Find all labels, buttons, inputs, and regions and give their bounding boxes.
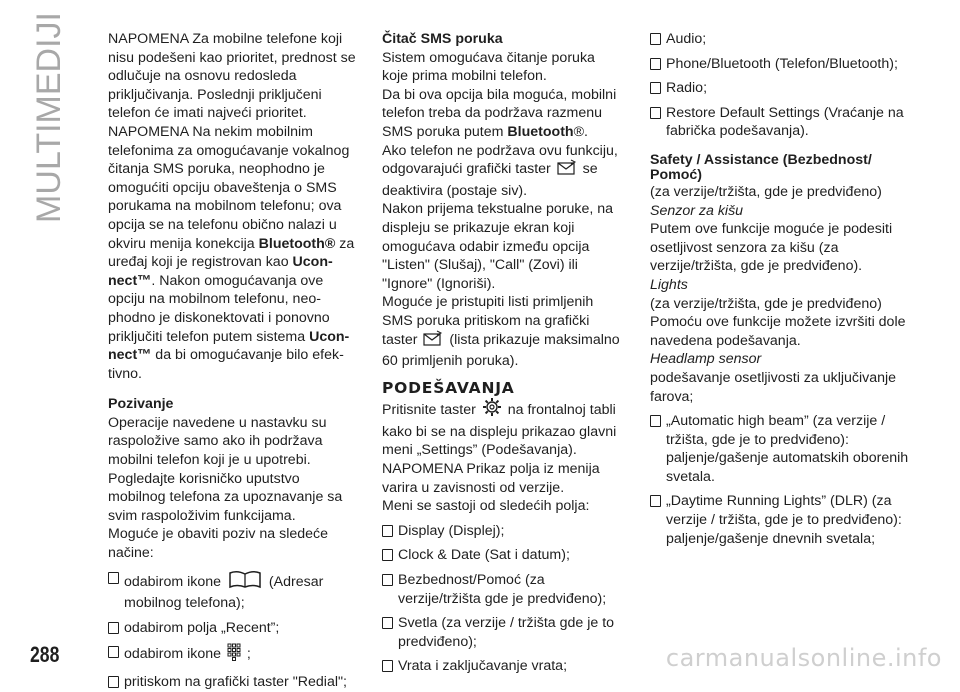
checkbox-bullet — [650, 82, 661, 94]
headlamp-text: podešavanje osetljivosti za uključivanje farova; — [650, 369, 897, 405]
settings-gear-icon — [482, 397, 502, 423]
list-item: Audio; — [650, 30, 912, 49]
note-sms-voice: NAPOMENA Na nekim mobilnim telefonima za omogućavanje vokalnog čitanja SMS poruka, neophodno je omogućiti opciju obaveštenja o SMS porukama na mobilnom telefonu; ova opcija se na telefonu obično nalazi u okviru menija konekcija Bluetooth® za uređaj koji je registrovan kao Ucon-nect™. Nakon omogućavanja ove opciju na mobilnom telefonu, neo-phodno je diskonektovati i ponovno priključiti telefon putem sistema Ucon-nect™ da bi omogućavanje bilo efek-tivno. — [108, 123, 355, 382]
checkbox-bullet — [382, 525, 393, 537]
checkbox-bullet — [108, 622, 119, 634]
column-2 — [382, 30, 622, 676]
headlamp-subheading: Headlamp sensor — [650, 351, 762, 368]
note-priority: NAPOMENA Za mobilne telefone koji nisu podešeni kao prioritet, prednost se odlučuje na osnovu redosleda priključivanja. Poslednji priključeni telefon će imati najveći prioritet. — [108, 31, 356, 122]
lights-scope: (za verzije/tržišta, gde je predviđeno) — [650, 295, 882, 312]
column-3 — [650, 30, 912, 548]
checkbox-bullet — [650, 495, 661, 507]
safety-heading: Safety / Assistance (Bezbednost/ Pomoć) — [650, 151, 872, 183]
calling-heading: Pozivanje — [108, 396, 174, 413]
list-item: „Automatic high beam” (za verzije / tržišta, gde je to predviđeno): paljenje/gašenje automatskih oborenih svetala. — [650, 412, 912, 486]
list-item: pritiskom na grafički taster "Redial"; — [108, 673, 360, 692]
page-number: 288 — [30, 642, 60, 667]
lights-subheading: Lights — [650, 276, 688, 293]
checkbox-bullet — [650, 107, 661, 119]
list-item: „Daytime Running Lights” (DLR) (za verzije / tržišta, gde je to predviđeno): paljenje/gašenje dnevnih svetala; — [650, 492, 912, 548]
calling-intro: Operacije navedene u nastavku su raspoložive samo ako ih podržava mobilni telefon koji je u upotrebi. Pogledajte korisničko uputstvo mobilnog telefona za upoznavanje sa svim raspoloživim funkcijama. — [108, 414, 343, 524]
list-item: odabirom polja „Recent”; — [108, 619, 360, 638]
checkbox-bullet — [650, 415, 661, 427]
rain-sensor-text: Putem ove funkcije moguće je podesiti osetljivost senzora za kišu (za verzije/tržišta, gde je predviđeno). — [650, 221, 893, 275]
sms-p1: Sistem omogućava čitanje poruka koje prima mobilni telefon. — [382, 49, 595, 85]
list-item: odabirom ikone ; — [108, 643, 360, 667]
settings-p1: Pritisnite taster na frontalnoj tabli kako bi se na displeju prikazao glavni meni „Settings” (Podešavanja). — [382, 397, 622, 460]
sms-p5: Moguće je pristupiti listi primljenih SMS poruka pritiskom na grafički taster (lista prikazuje maksimalno 60 primljenih poruka). — [382, 294, 620, 370]
sms-p3: Ako telefon ne podržava ovu funkciju, odgovarajući grafički taster se deaktivira (postaje siv). — [382, 142, 618, 199]
checkbox-bullet — [382, 549, 393, 561]
list-item: odabirom ikone (Adresar mobilnog telefona); — [108, 569, 360, 613]
message-icon — [557, 160, 577, 182]
calling-ways: Moguće je obaviti poziv na sledeće načine: — [108, 526, 329, 562]
checkbox-bullet — [382, 574, 393, 586]
sms-p4: Nakon prijema tekstualne poruke, na displeju se prikazuje ekran koji omogućava odabir između opcija "Listen" (Slušaj), "Call" (Zovi) ili "Ignore" (Ignoriši). — [382, 201, 614, 292]
list-item: Clock & Date (Sat i datum); — [382, 546, 622, 565]
checkbox-bullet — [108, 646, 119, 658]
settings-menu-intro: Meni se sastoji od sledećih polja: — [382, 498, 590, 515]
checkbox-bullet — [108, 676, 119, 688]
lights-text: Pomoću ove funkcije možete izvršiti dole navedena podešavanja. — [650, 314, 906, 349]
watermark: carmanualsonline.info — [665, 644, 942, 672]
list-item: Display (Displej); — [382, 522, 622, 541]
rain-sensor-subheading: Senzor za kišu — [650, 202, 744, 219]
address-book-icon — [227, 569, 263, 595]
checkbox-bullet — [650, 58, 661, 70]
column-1 — [108, 30, 360, 692]
list-item: Radio; — [650, 79, 912, 98]
list-item: Bezbednost/Pomoć (za verzije/tržišta gde je predviđeno); — [382, 571, 622, 608]
checkbox-bullet — [382, 660, 393, 672]
checkbox-bullet — [650, 33, 661, 45]
chapter-side-label: MULTIMEDIJI — [30, 12, 68, 223]
checkbox-bullet — [108, 572, 119, 584]
safety-scope: (za verzije/tržišta, gde je predviđeno) — [650, 183, 882, 200]
sms-reader-heading: Čitač SMS poruka — [382, 31, 503, 47]
list-item: Vrata i zaključavanje vrata; — [382, 657, 622, 676]
settings-heading: PODEŠAVANJA — [382, 378, 515, 397]
list-item: Restore Default Settings (Vraćanje na fabrička podešavanja). — [650, 104, 912, 141]
checkbox-bullet — [382, 617, 393, 629]
list-item: Svetla (za verzije / tržišta gde je to predviđeno); — [382, 614, 622, 651]
sms-p2: Da bi ova opcija bila moguća, mobilni telefon treba da podržava razmenu SMS poruka putem Bluetooth®. — [382, 86, 617, 140]
keypad-icon — [227, 643, 241, 667]
list-item: Phone/Bluetooth (Telefon/Bluetooth); — [650, 55, 912, 74]
message-list-icon — [423, 331, 443, 353]
settings-note: NAPOMENA Prikaz polja iz menija varira u zavisnosti od verzije. — [382, 461, 600, 496]
